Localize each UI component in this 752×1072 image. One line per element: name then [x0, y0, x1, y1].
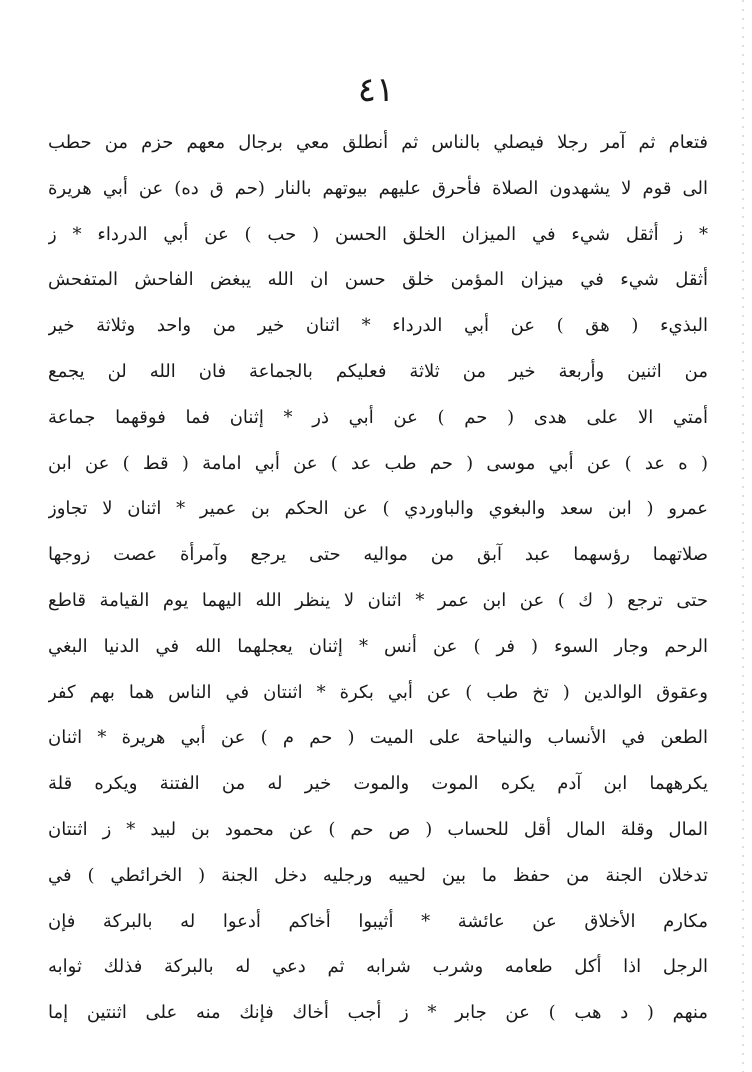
- text-line: منهم ( د هب ) عن جابر * ز أجب أخاك فإنك منه على اثنتين إما: [48, 1002, 708, 1024]
- scan-edge-decoration: [742, 0, 744, 1072]
- text-line: الى قوم لا يشهدون الصلاة فأحرق عليهم بيوتهم بالنار (حم ق ده) عن أبي هريرة: [48, 177, 708, 199]
- text-line: البذيء ( هق ) عن أبي الدرداء * اثنان خير من واحد وثلاثة خير: [48, 315, 708, 337]
- text-line: فتعام ثم آمر رجلا فيصلي بالناس ثم أنطلق معي برجال معهم حزم من حطب: [48, 132, 708, 153]
- text-line: تدخلان الجنة من حفظ ما بين لحييه ورجليه دخل الجنة ( الخرائطي ) في: [48, 864, 708, 886]
- text-line: ( ه عد ) عن أبي موسى ( حم طب عد ) عن أبي امامة ( قط ) عن ابن: [48, 452, 708, 474]
- text-line: الرجل اذا أكل طعامه وشرب شرابه ثم دعي له بالبركة فذلك ثوابه: [48, 956, 708, 978]
- text-line: عمرو ( ابن سعد والبغوي والباوردي ) عن الحكم بن عمير * اثنان لا تجاوز: [48, 498, 708, 520]
- text-line: المال وقلة المال أقل للحساب ( ص حم ) عن محمود بن لبيد * ز اثنتان: [48, 818, 708, 840]
- text-line: أمتي الا على هدى ( حم ) عن أبي ذر * إثنان فما فوقهما جماعة: [48, 406, 708, 428]
- text-line: مكارم الأخلاق عن عائشة * أثيبوا أخاكم أدعوا له بالبركة فإن: [48, 910, 708, 932]
- body-text: [48, 120, 708, 1036]
- text-line: الرحم وجار السوء ( فر ) عن أنس * إثنان يعجلهما الله في الدنيا البغي: [48, 635, 708, 657]
- page-number: ٤١: [357, 70, 395, 110]
- text-line: وعقوق الوالدين ( تخ طب ) عن أبي بكرة * اثنتان في الناس هما بهم كفر: [48, 681, 708, 703]
- text-line: صلاتهما رؤسهما عبد آبق من مواليه حتى يرجع وآمرأة عصت زوجها: [48, 544, 708, 566]
- text-line: يكرههما ابن آدم يكره الموت والموت خير له من الفتنة ويكره قلة: [48, 773, 708, 795]
- text-line: الطعن في الأنساب والنياحة على الميت ( حم م ) عن أبي هريرة * اثنان: [48, 727, 708, 749]
- text-line: من اثنين وأربعة خير من ثلاثة فعليكم بالجماعة فان الله لن يجمع: [48, 360, 708, 382]
- text-line: أثقل شيء في ميزان المؤمن خلق حسن ان الله يبغض الفاحش المتفحش: [48, 269, 708, 291]
- text-line: حتى ترجع ( ك ) عن ابن عمر * اثنان لا ينظر الله اليهما يوم القيامة قاطع: [48, 589, 708, 611]
- text-line: * ز أثقل شيء في الميزان الخلق الحسن ( حب ) عن أبي الدرداء * ز: [48, 223, 708, 245]
